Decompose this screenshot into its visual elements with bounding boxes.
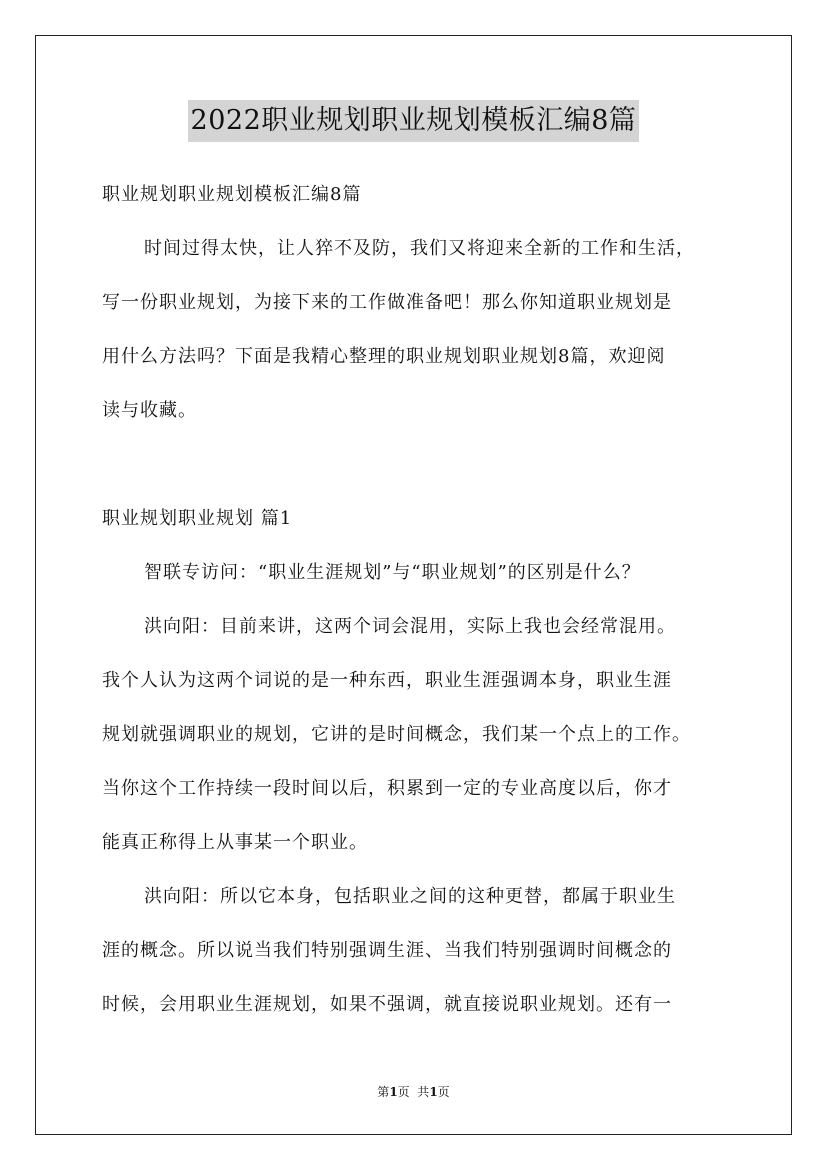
intro-line-1: 时间过得太快，让人猝不及防，我们又将迎来全新的工作和生活， — [144, 238, 695, 259]
body-line-7: 洪向阳：所以它本身，包括职业之间的这种更替，都属于职业生 — [144, 886, 676, 907]
body-line-5: 当你这个工作持续一段时间以后，积累到一定的专业高度以后，你才 — [102, 778, 672, 799]
document-subtitle: 职业规划职业规划模板汇编8篇 — [102, 184, 362, 205]
body-line-2: 洪向阳：目前来讲，这两个词会混用，实际上我也会经常混用。 — [144, 616, 676, 637]
body-line-1: 智联专访问：“职业生涯规划”与“职业规划”的区别是什么？ — [144, 562, 641, 583]
footer-suffix: 页 — [437, 1085, 450, 1099]
footer-page-total: 1 — [429, 1085, 438, 1099]
intro-line-4: 读与收藏。 — [102, 400, 197, 421]
body-line-8: 涯的概念。所以说当我们特别强调生涯、当我们特别强调时间概念的 — [102, 940, 672, 961]
page-footer — [0, 1083, 827, 1100]
footer-middle: 页 共 — [397, 1085, 430, 1099]
intro-line-2: 写一份职业规划，为接下来的工作做准备吧！那么你知道职业规划是 — [102, 292, 672, 313]
footer-prefix: 第 — [377, 1085, 390, 1099]
document-title: 2022职业规划职业规划模板汇编8篇 — [188, 100, 640, 142]
section-heading: 职业规划职业规划 篇1 — [102, 508, 293, 529]
title-container — [0, 100, 827, 142]
body-line-3: 我个人认为这两个词说的是一种东西，职业生涯强调本身，职业生涯 — [102, 670, 672, 691]
intro-line-3: 用什么方法吗？下面是我精心整理的职业规划职业规划8篇，欢迎阅 — [102, 346, 666, 367]
body-line-4: 规划就强调职业的规划，它讲的是时间概念，我们某一个点上的工作。 — [102, 724, 691, 745]
body-line-6: 能真正称得上从事某一个职业。 — [102, 832, 368, 853]
footer-page-current: 1 — [389, 1085, 398, 1099]
body-line-9: 时候，会用职业生涯规划，如果不强调，就直接说职业规划。还有一 — [102, 994, 672, 1015]
